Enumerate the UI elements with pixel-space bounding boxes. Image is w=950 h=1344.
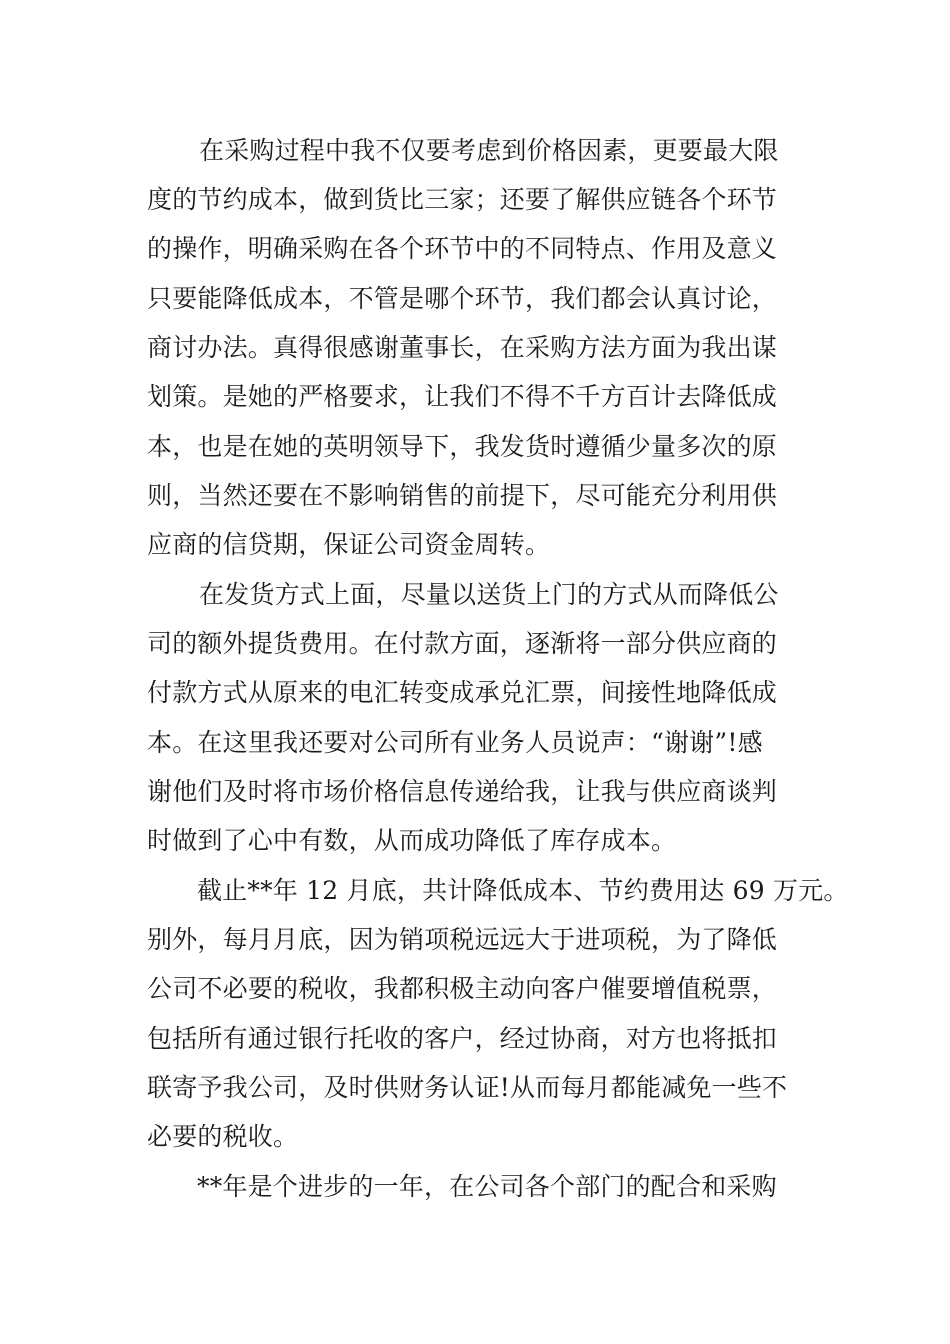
text-line: 谢他们及时将市场价格信息传递给我，让我与供应商谈判 [147,777,778,806]
text-line: 包括所有通过银行托收的客户，经过协商，对方也将抵扣 [147,1024,778,1053]
text-line: 本。在这里我还要对公司所有业务人员说声：“谢谢”!感 [147,728,763,757]
text-line: 司的额外提货费用。在付款方面，逐渐将一部分供应商的 [147,629,778,658]
text-line: 联寄予我公司，及时供财务认证!从而每月都能减免一些不 [147,1073,788,1102]
text-line: 在发货方式上面，尽量以送货上门的方式从而降低公 [199,580,779,609]
text-line: 划策。是她的严格要求，让我们不得不千方百计去降低成 [147,382,778,411]
text-line: 应商的信贷期，保证公司资金周转。 [147,530,551,559]
text-line: 本，也是在她的英明领导下，我发货时遵循少量多次的原 [147,432,778,461]
text-line: 截止**年 12 月底，共计降低成本、节约费用达 69 万元。 [197,876,849,905]
text-line: 必要的税收。 [147,1122,299,1151]
text-line: 在采购过程中我不仅要考虑到价格因素，更要最大限 [199,136,779,165]
text-line: 付款方式从原来的电汇转变成承兑汇票，间接性地降低成 [147,678,778,707]
text-line: 别外，每月月底，因为销项税远远大于进项税，为了降低 [147,925,778,954]
text-line: 商讨办法。真得很感谢董事长，在采购方法方面为我出谋 [147,333,778,362]
text-line: 的操作，明确采购在各个环节中的不同特点、作用及意义 [147,234,778,263]
text-line: 时做到了心中有数，从而成功降低了库存成本。 [147,826,677,855]
text-line: 则，当然还要在不影响销售的前提下，尽可能充分利用供 [147,481,778,510]
text-line: 只要能降低成本，不管是哪个环节，我们都会认真讨论， [147,284,778,313]
text-line: **年是个进步的一年，在公司各个部门的配合和采购 [197,1172,777,1201]
text-line: 公司不必要的税收，我都积极主动向客户催要增值税票， [147,974,778,1003]
text-line: 度的节约成本，做到货比三家；还要了解供应链各个环节 [147,185,778,214]
